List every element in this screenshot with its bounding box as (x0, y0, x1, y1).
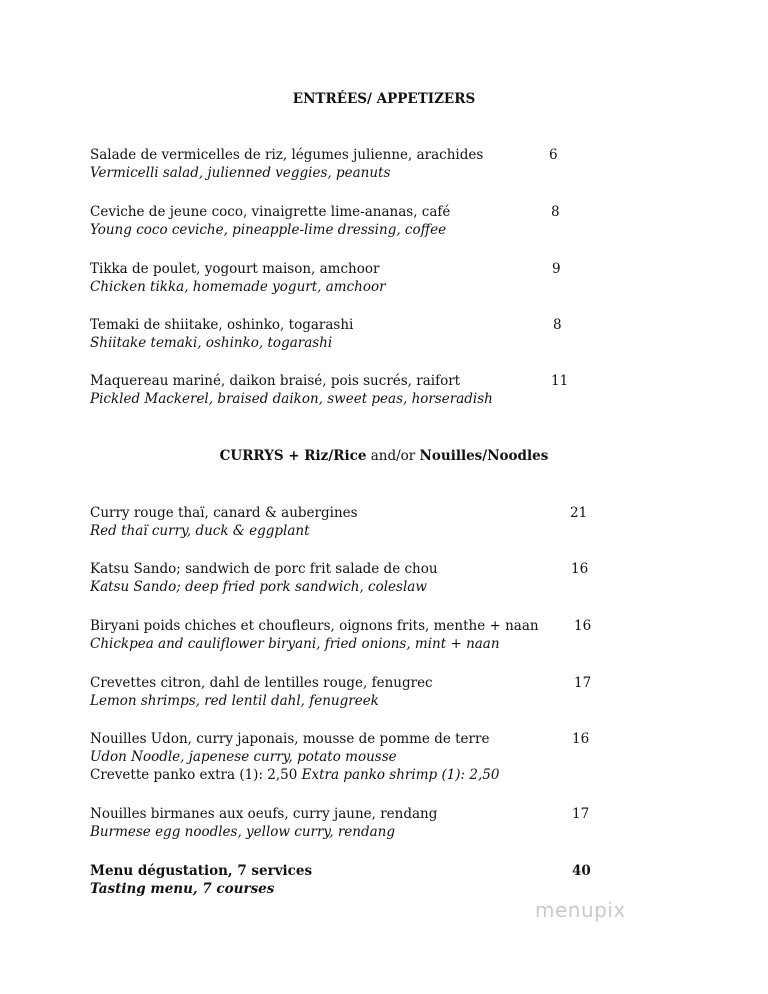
item-name-en: Chicken tikka, homemade yogurt, amchoor (90, 279, 386, 295)
tasting-menu (90, 862, 610, 898)
tasting-menu-name-fr: Menu dégustation, 7 services (90, 863, 313, 879)
item-extra-fr: Crevette panko extra (1): 2,50 (90, 767, 302, 783)
item-name-fr: Curry rouge thaï, canard & aubergines (90, 505, 358, 521)
appetizers-heading: ENTRÉES/ APPETIZERS (292, 91, 476, 107)
menu-item (90, 674, 610, 710)
item-name-en: Red thaï curry, duck & eggplant (90, 523, 310, 539)
item-extra-en: Extra panko shrimp (1): 2,50 (301, 767, 500, 783)
item-name-en: Shiitake temaki, oshinko, togarashi (90, 335, 333, 351)
item-name-fr: Nouilles Udon, curry japonais, mousse de pomme de terre (90, 731, 490, 747)
tasting-menu-name-en: Tasting menu, 7 courses (90, 881, 275, 897)
item-name-fr: Ceviche de jeune coco, vinaigrette lime-ananas, café (90, 204, 451, 220)
item-price: 6 (549, 147, 558, 163)
item-name-fr: Nouilles birmanes aux oeufs, curry jaune, rendang (90, 806, 438, 822)
menu-item (90, 146, 610, 182)
item-price: 17 (572, 806, 590, 822)
item-name-en: Burmese egg noodles, yellow curry, rendang (90, 824, 396, 840)
item-name-en: Chickpea and cauliflower biryani, fried onions, mint + naan (90, 636, 500, 652)
menu-item (90, 560, 610, 596)
item-name-fr: Tikka de poulet, yogourt maison, amchoor (90, 261, 380, 277)
menu-item (90, 730, 610, 784)
currys-heading-part1: CURRYS + Riz/Rice (219, 448, 367, 464)
menu-item (90, 260, 610, 296)
tasting-menu-price: 40 (572, 863, 591, 879)
item-name-en: Katsu Sando; deep fried pork sandwich, coleslaw (90, 579, 427, 595)
menu-item (90, 316, 610, 352)
item-name-fr: Salade de vermicelles de riz, légumes julienne, arachides (90, 147, 484, 163)
item-extra (90, 766, 610, 784)
item-price: 9 (552, 261, 561, 277)
item-price: 21 (570, 505, 588, 521)
item-name-en: Young coco ceviche, pineapple-lime dressing, coffee (90, 222, 447, 238)
item-name-fr: Temaki de shiitake, oshinko, togarashi (90, 317, 354, 333)
item-price: 16 (571, 561, 589, 577)
menu-item (90, 372, 610, 408)
watermark-logo: menupix (535, 898, 626, 922)
item-name-fr: Katsu Sando; sandwich de porc frit salade de chou (90, 561, 438, 577)
currys-heading-part2: and/or (366, 448, 420, 464)
menu-item (90, 805, 610, 841)
item-name-fr: Maquereau mariné, daikon braisé, pois sucrés, raifort (90, 373, 461, 389)
item-name-en: Lemon shrimps, red lentil dahl, fenugreek (90, 693, 379, 709)
item-name-en: Udon Noodle, japenese curry, potato mousse (90, 749, 397, 765)
item-price: 16 (574, 618, 592, 634)
menu-item (90, 504, 610, 540)
item-price: 8 (551, 204, 560, 220)
item-name-en: Pickled Mackerel, braised daikon, sweet peas, horseradish (90, 391, 493, 407)
currys-heading-part3: Nouilles/Noodles (419, 448, 549, 464)
item-name-en: Vermicelli salad, julienned veggies, peanuts (90, 165, 391, 181)
currys-heading (0, 448, 768, 464)
menu-item (90, 203, 610, 239)
item-price: 16 (572, 731, 590, 747)
item-price: 11 (551, 373, 569, 389)
item-name-fr: Crevettes citron, dahl de lentilles rouge, fenugrec (90, 675, 433, 691)
item-name-fr: Biryani poids chiches et choufleurs, oignons frits, menthe + naan (90, 618, 539, 634)
menu-item (90, 617, 610, 653)
item-price: 17 (574, 675, 592, 691)
item-price: 8 (553, 317, 562, 333)
